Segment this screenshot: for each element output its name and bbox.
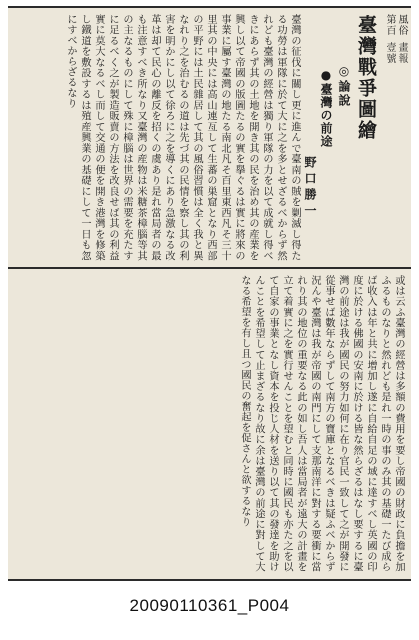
top-border-rule (8, 6, 411, 8)
article-title: ●臺灣の前途 (319, 68, 333, 148)
masthead-line-4: 壹號 (384, 42, 395, 64)
bottom-border-rule (8, 579, 411, 581)
newspaper-page (8, 6, 411, 581)
article-author: 野口勝一 (303, 156, 317, 220)
archive-id-caption: 20090110361_P004 (129, 596, 290, 615)
section-label: ◎論說 (337, 64, 351, 108)
masthead-line-1: 風俗 (396, 14, 407, 36)
masthead-title: 臺灣戰爭圖繪 (355, 15, 377, 141)
article-body-lower: 或は云ふ臺灣の經營は多額の費用を要し帝國の財政に負擔を加ふるものなりと然れども是れ一時の事のみ其の基礎一たび成らば收入は年と共に增加し遂に自給自足の域に達すべし英國の印度に於ける佛國の安南に於ける皆な然らざるはなし要するに臺灣の前途は我が國民の努力如何に在り官民一致して之が開發に從事せば數年ならずして南方の寶庫となるべきは疑ふべからず況んや臺灣は我が帝國の南門にして支那南洋に對する要衝に當れり其の地位の重要なる此の如し吾人は當局者が遠大の計畫を立て着實に之を實行せんことを望むと同時に國民も亦た之を以て自家の事業となし資本を投じ人材を送り以て其の發達を助けんことを希望して止まざるなり故に余は臺灣の前途に對して大なる希望を有し且つ國民の奮起を促さんと欲するなり (239, 275, 404, 572)
article-body-upper: 臺灣の征伐に關し更に進んで臺南の賊を剿滅し得たる功勞は軍隊に於て大に之を多とせざるべからず然れども臺灣の經營は獨り軍隊の力を以て成就し得べきにあらず其の土地を開き其の民を治め其の産業を興し以て帝國の版圖たるの實を擧ぐるは實に將來の事業に屬す臺灣の地たる南北凡そ百里東西凡そ三十里其の中央には高山連亙して生蕃の巣窟となり西部の平野には土民雜居して其の風俗習慣は全く我と異なれり之を治むるの道は先づ其の民情を察し其の利害を明かにし以て徐ろに之を導くにあり急激なる改革は却て民心の離反を招くの虞あり是れ當局者の最も注意すべき所なり又臺灣の産物は米糖茶樟腦等其の主なるものにして殊に樟腦は世界の需要を充たすに足るべく之が製造販賣の方法を改良せば其の利益實に莫大なるべし而して交通の便を開き港灣を修築し鐵道を敷設するは殖産興業の基礎にして一日も忽にすべからざるなり (65, 14, 300, 261)
masthead-line-2: 第百 (384, 14, 395, 36)
middle-divider-rule (8, 267, 411, 269)
masthead-line-3: 畫報 (396, 42, 407, 64)
